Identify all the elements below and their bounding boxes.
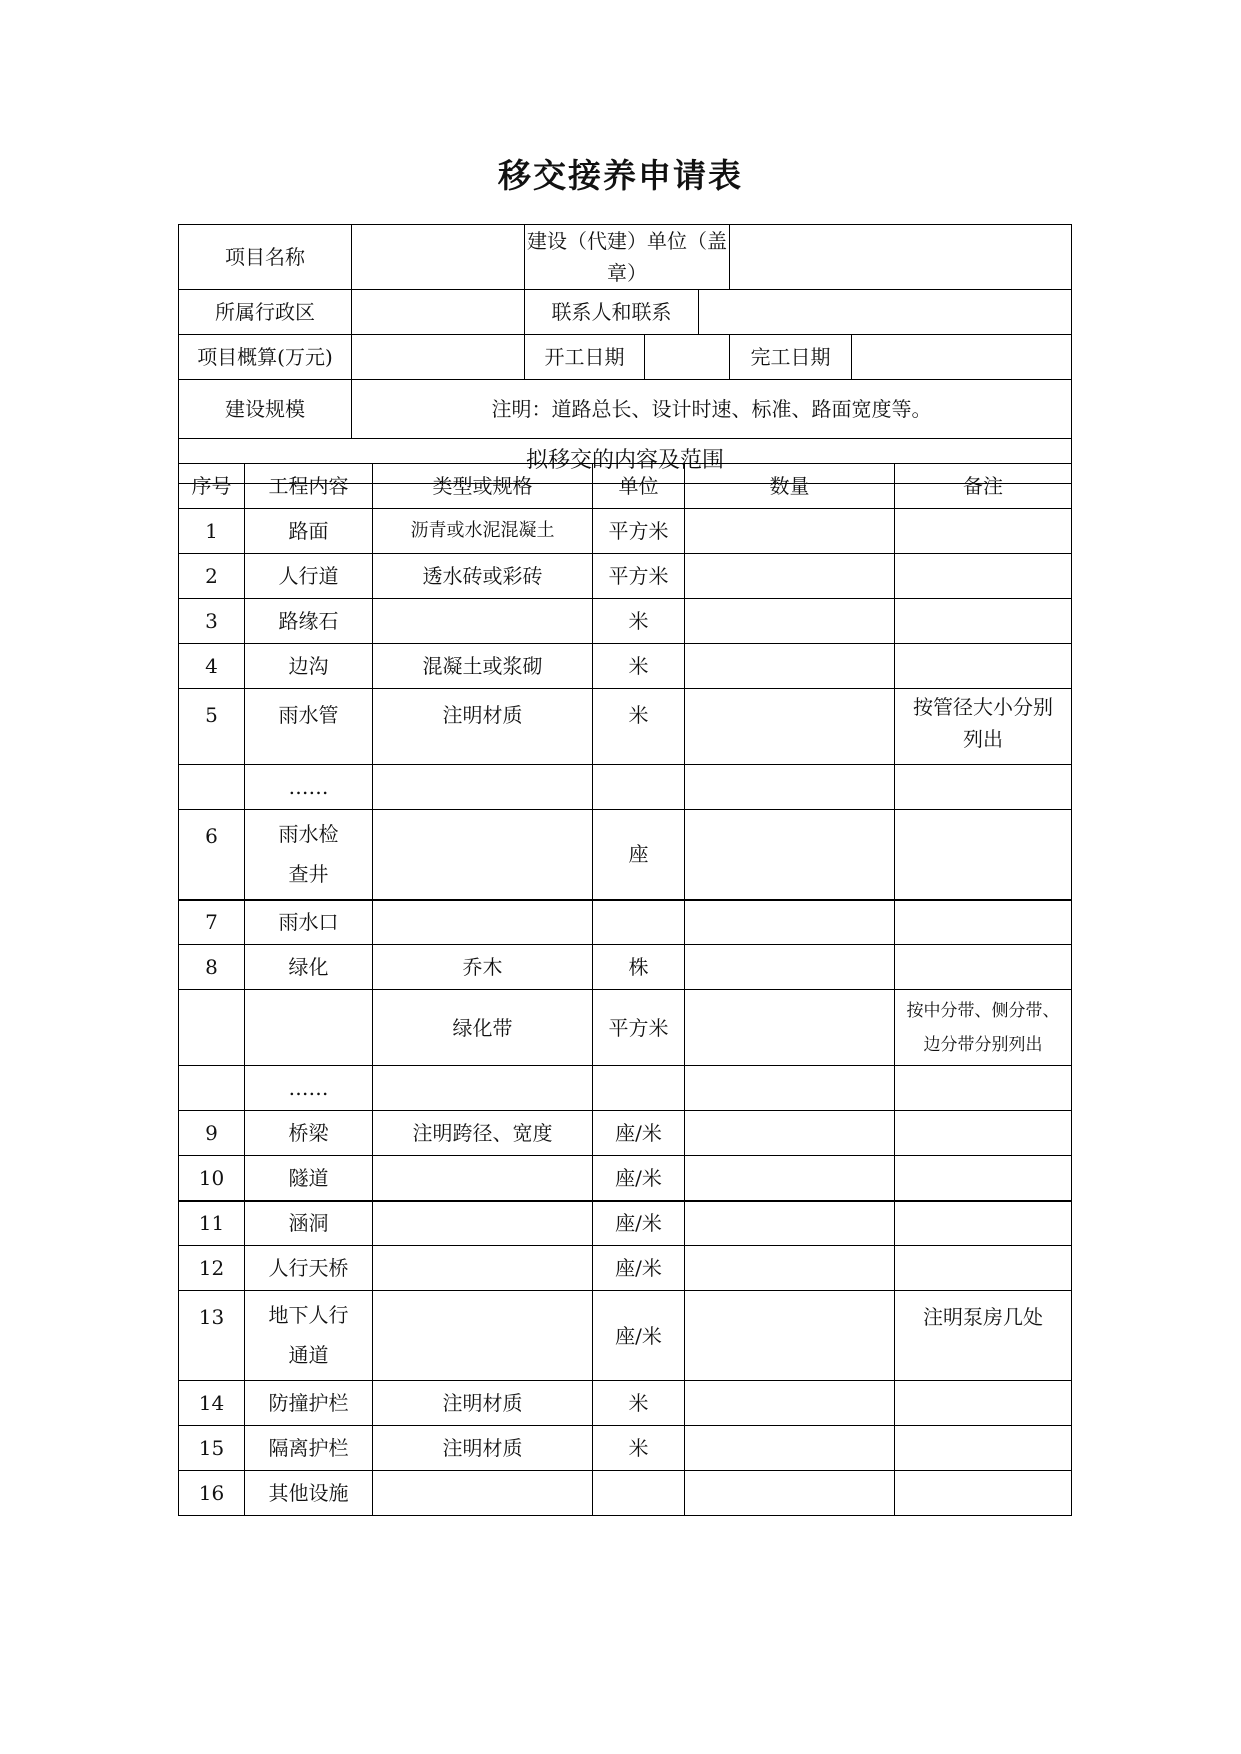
page-title: 移交接养申请表 (498, 156, 743, 195)
item-name: 雨水口 (245, 900, 373, 945)
table-row (179, 1291, 1072, 1381)
row-number: 4 (179, 644, 245, 689)
item-note (895, 554, 1072, 599)
item-spec (373, 1201, 593, 1246)
item-name: …… (245, 1066, 373, 1111)
row-number (179, 990, 245, 1066)
row-number: 11 (179, 1201, 245, 1246)
item-spec: 注明材质 (373, 1426, 593, 1471)
table-row (179, 765, 1072, 810)
item-spec (373, 765, 593, 810)
table-row (179, 810, 1072, 900)
row-number: 2 (179, 554, 245, 599)
item-note (895, 945, 1072, 990)
project-name-label: 项目名称 (179, 225, 352, 290)
item-note (895, 644, 1072, 689)
budget-label: 项目概算(万元) (179, 335, 352, 380)
item-name: 防撞护栏 (245, 1381, 373, 1426)
item-quantity[interactable] (685, 1381, 895, 1426)
item-unit: 米 (593, 599, 685, 644)
end-date-label: 完工日期 (730, 335, 852, 380)
item-unit: 座/米 (593, 1291, 685, 1381)
row-number: 3 (179, 599, 245, 644)
item-quantity[interactable] (685, 1201, 895, 1246)
item-unit: 米 (593, 1381, 685, 1426)
table-row (179, 1471, 1072, 1516)
row-number: 13 (179, 1291, 245, 1381)
item-spec: 沥青或水泥混凝土 (373, 509, 593, 554)
scale-label: 建设规模 (179, 380, 352, 439)
item-name: 绿化 (245, 945, 373, 990)
item-note (895, 1066, 1072, 1111)
column-header: 单位 (593, 464, 685, 509)
item-quantity[interactable] (685, 689, 895, 765)
section-title: 拟移交的内容及范围 (179, 439, 1072, 484)
table-row (179, 599, 1072, 644)
item-note (895, 1156, 1072, 1201)
item-quantity[interactable] (685, 900, 895, 945)
item-name: 人行道 (245, 554, 373, 599)
item-unit: 座 (593, 810, 685, 900)
item-spec (373, 900, 593, 945)
row-number: 6 (179, 810, 245, 900)
item-quantity[interactable] (685, 1291, 895, 1381)
row-number: 5 (179, 689, 245, 765)
item-spec: 混凝土或浆砌 (373, 644, 593, 689)
item-quantity[interactable] (685, 1066, 895, 1111)
column-header: 工程内容 (245, 464, 373, 509)
table-row (179, 990, 1072, 1066)
item-unit (593, 1066, 685, 1111)
table-row (179, 1246, 1072, 1291)
item-note (895, 1111, 1072, 1156)
item-name: 其他设施 (245, 1471, 373, 1516)
column-header: 类型或规格 (373, 464, 593, 509)
item-quantity[interactable] (685, 765, 895, 810)
item-spec (373, 1246, 593, 1291)
district-label: 所属行政区 (179, 290, 352, 335)
item-name: 路面 (245, 509, 373, 554)
contact-label: 联系人和联系 (525, 290, 699, 335)
item-quantity[interactable] (685, 945, 895, 990)
end-date-field[interactable] (852, 335, 1072, 380)
item-quantity[interactable] (685, 1246, 895, 1291)
item-note (895, 1201, 1072, 1246)
item-quantity[interactable] (685, 1471, 895, 1516)
item-note (895, 1246, 1072, 1291)
item-spec: 乔木 (373, 945, 593, 990)
item-spec (373, 1066, 593, 1111)
column-header: 序号 (179, 464, 245, 509)
row-number: 16 (179, 1471, 245, 1516)
item-unit: 平方米 (593, 554, 685, 599)
item-name: 隔离护栏 (245, 1426, 373, 1471)
item-unit: 株 (593, 945, 685, 990)
row-number: 15 (179, 1426, 245, 1471)
table-header-row (179, 464, 1072, 509)
district-field[interactable] (352, 290, 525, 335)
item-name: …… (245, 765, 373, 810)
table-row (179, 554, 1072, 599)
row-number: 1 (179, 509, 245, 554)
column-header: 备注 (895, 464, 1072, 509)
start-date-label: 开工日期 (525, 335, 645, 380)
item-unit: 平方米 (593, 509, 685, 554)
item-note: 按管径大小分别列出 (895, 689, 1072, 765)
item-note (895, 810, 1072, 900)
item-unit: 米 (593, 1426, 685, 1471)
item-unit: 座/米 (593, 1201, 685, 1246)
item-spec: 注明材质 (373, 1381, 593, 1426)
table-row (179, 509, 1072, 554)
project-info-table (178, 224, 1072, 484)
table-row (179, 1066, 1072, 1111)
builder-field[interactable] (730, 225, 1072, 290)
item-note: 按中分带、侧分带、边分带分别列出 (895, 990, 1072, 1066)
item-spec (373, 1156, 593, 1201)
start-date-field[interactable] (645, 335, 730, 380)
item-spec (373, 810, 593, 900)
project-name-field[interactable] (352, 225, 525, 290)
builder-label: 建设（代建）单位（盖章） (525, 225, 730, 290)
item-unit: 米 (593, 644, 685, 689)
scale-note: 注明：道路总长、设计时速、标准、路面宽度等。 (352, 380, 1072, 439)
item-spec (373, 599, 593, 644)
transfer-items-table (178, 463, 1072, 1516)
item-unit: 座/米 (593, 1111, 685, 1156)
table-row (179, 689, 1072, 765)
item-name: 边沟 (245, 644, 373, 689)
item-name: 隧道 (245, 1156, 373, 1201)
table-row (179, 900, 1072, 945)
item-spec: 注明跨径、宽度 (373, 1111, 593, 1156)
row-number: 12 (179, 1246, 245, 1291)
item-spec (373, 1291, 593, 1381)
item-name: 路缘石 (245, 599, 373, 644)
contact-field[interactable] (699, 290, 1072, 335)
row-number: 10 (179, 1156, 245, 1201)
item-note: 注明泵房几处 (895, 1291, 1072, 1381)
row-number (179, 765, 245, 810)
item-note (895, 765, 1072, 810)
item-quantity[interactable] (685, 990, 895, 1066)
row-number: 9 (179, 1111, 245, 1156)
item-quantity[interactable] (685, 644, 895, 689)
item-spec: 注明材质 (373, 689, 593, 765)
row-number (179, 1066, 245, 1111)
row-number: 8 (179, 945, 245, 990)
item-note (895, 900, 1072, 945)
item-note (895, 599, 1072, 644)
item-name: 雨水检查井 (245, 810, 373, 900)
row-number: 7 (179, 900, 245, 945)
item-quantity[interactable] (685, 1111, 895, 1156)
item-quantity[interactable] (685, 599, 895, 644)
table-row (179, 1201, 1072, 1246)
item-unit: 座/米 (593, 1156, 685, 1201)
table-row (179, 1111, 1072, 1156)
item-note (895, 1471, 1072, 1516)
item-name: 雨水管 (245, 689, 373, 765)
item-unit (593, 765, 685, 810)
item-quantity[interactable] (685, 810, 895, 900)
table-row (179, 1381, 1072, 1426)
table-row (179, 945, 1072, 990)
item-note (895, 1426, 1072, 1471)
item-unit (593, 1471, 685, 1516)
item-name: 桥梁 (245, 1111, 373, 1156)
item-quantity[interactable] (685, 554, 895, 599)
table-row (179, 1426, 1072, 1471)
item-quantity[interactable] (685, 1426, 895, 1471)
budget-field[interactable] (352, 335, 525, 380)
row-number: 14 (179, 1381, 245, 1426)
item-spec: 透水砖或彩砖 (373, 554, 593, 599)
table-row (179, 644, 1072, 689)
item-note (895, 1381, 1072, 1426)
item-spec: 绿化带 (373, 990, 593, 1066)
item-unit: 米 (593, 689, 685, 765)
item-name: 涵洞 (245, 1201, 373, 1246)
item-quantity[interactable] (685, 1156, 895, 1201)
item-quantity[interactable] (685, 509, 895, 554)
item-name: 人行天桥 (245, 1246, 373, 1291)
item-unit (593, 900, 685, 945)
item-name (245, 990, 373, 1066)
item-spec (373, 1471, 593, 1516)
table-row (179, 1156, 1072, 1201)
column-header: 数量 (685, 464, 895, 509)
item-name: 地下人行通道 (245, 1291, 373, 1381)
item-unit: 座/米 (593, 1246, 685, 1291)
item-note (895, 509, 1072, 554)
item-unit: 平方米 (593, 990, 685, 1066)
